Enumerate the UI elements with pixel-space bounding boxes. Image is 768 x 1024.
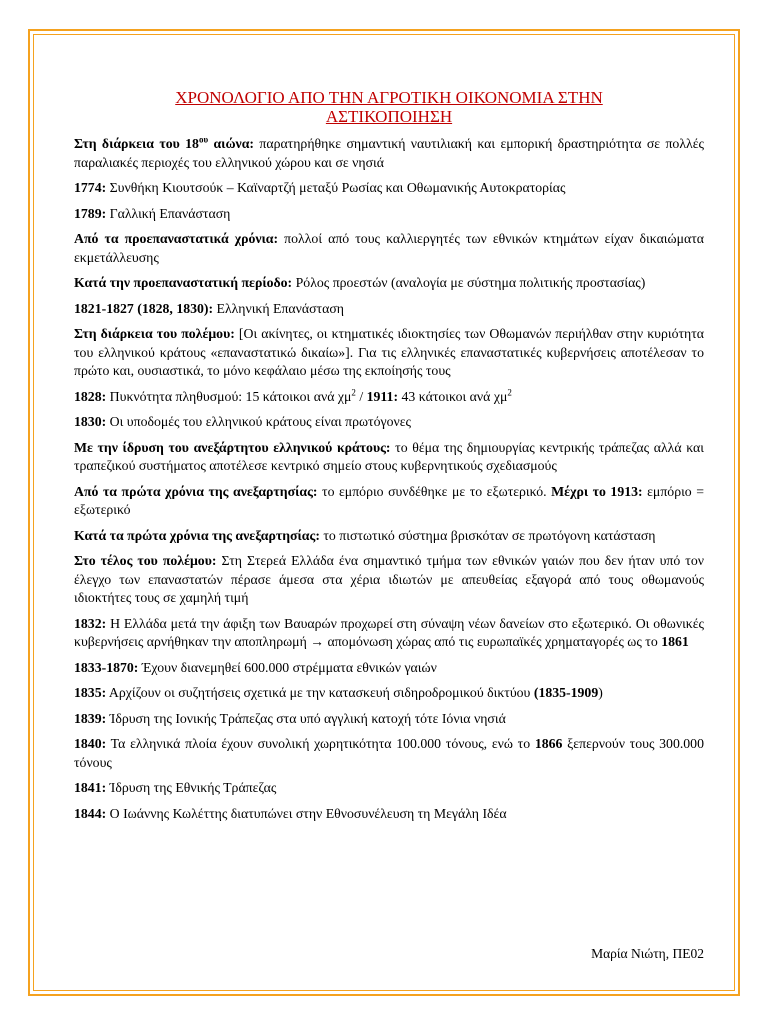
timeline-entry-state-founding: Με την ίδρυση του ανεξάρτητου ελληνικού κράτους: το θέμα της δημιουργίας κεντρικής τράπεζας αλλά και τραπεζικού συστήματος αποτέλεσε κεντρικό σημείο στους κυβερνητικούς σχεδιασμούς <box>74 439 705 473</box>
document-body <box>74 88 704 830</box>
timeline-entry-1833: 1833-1870: Έχουν διανεμηθεί 600.000 στρέμματα εθνικών γαιών <box>74 659 437 675</box>
timeline-entry-1830: 1830: Οι υποδομές του ελληνικού κράτους είναι πρωτόγονες <box>74 414 411 429</box>
author-signature: Μαρία Νιώτη, ΠΕ02 <box>591 946 704 961</box>
timeline-entry-1844: 1844: Ο Ιωάννης Κωλέττης διατυπώνει στην Εθνοσυνέλευση τη Μεγάλη Ιδέα <box>74 805 507 821</box>
timeline-entry-during-war: Στη διάρκεια του πολέμου: [Οι ακίνητες, οι κτηματικές ιδιοκτησίες των Οθωμανών περιήλθαν στην κυριότητα του ελληνικού κράτους «επαναστατικώ δικαίω»]. Για τις ελληνικές επαναστατικές κυβερνήσεις αποτέλεσαν το πρώτο και, ουσιαστικά, το μόνο κεφάλαιο μέσω της εκποίησής τους <box>74 326 705 378</box>
timeline-entry-1828: 1828: Πυκνότητα πληθυσμού: 15 κάτοικοι ανά $\chi\mu^2 / 1911$: 43 κάτοικοι ανά $\chi\mu^2$ <box>74 386 512 404</box>
timeline-entry-pre-revolution-period: Κατά την προεπαναστατική περίοδο: Ρόλος προεστών (αναλογία με σύστημα πολιτικής προστασίας) <box>74 275 646 290</box>
timeline-entry-1835: 1835: Αρχίζουν οι συζητήσεις σχετικά με την κατασκευή σιδηροδρομικού δικτύου (1835-1909) <box>74 685 603 700</box>
title-line-2: ΑΣΤΙΚΟΠΟΙΗΣΗ <box>325 107 453 126</box>
timeline-entry-trade: Από τα πρώτα χρόνια της ανεξαρτησίας: το εμπόριο συνδέθηκε με το εξωτερικό. Μέχρι το 1913: εμπόριο = εξωτερικό <box>74 483 704 517</box>
timeline-entry-1839: 1839: Ίδρυση της Ιονικής Τράπεζας στα υπό αγγλική κατοχή τότε Ιόνια νησιά <box>74 710 506 726</box>
page-title <box>74 88 704 126</box>
timeline-entry-1841: 1841: Ίδρυση της Εθνικής Τράπεζας <box>74 780 277 795</box>
timeline-entry-end-of-war: Στο τέλος του πολέμου: Στη Στερεά Ελλάδα ένα σημαντικό τμήμα των εθνικών γαιών που δεν ήταν υπό τον έλεγχο των επαναστατών πέρασε άμεσα στα χέρια ιδιωτών με απευθείας εξαγορά από τους οθωμανούς ιδιοκτήτες τους σε χαμηλή τιμή <box>74 553 704 605</box>
timeline-entry-1832: 1832: Η Ελλάδα μετά την άφιξη των Βαυαρών προχωρεί στη σύναψη νέων δανείων στο εξωτερικό. Οι οθωνικές κυβερνήσεις αρνήθηκαν την αποπληρωμή → απομόνωση χώρας από τις ευρωπαϊκές χρηματαγορές ως το 1861 <box>74 615 704 649</box>
timeline-entry-1840: 1840: Τα ελληνικά πλοία έχουν συνολική χωρητικότητα 100.000 τόνους, ενώ το 1866 ξεπερνούν τους 300.000 τόνους <box>74 736 704 770</box>
timeline-entry-18th-century: Στη διάρκεια του $18^{o\upsilon}$ αιώνα: παρατηρήθηκε σημαντική ναυτιλιακή και εμπορική δραστηριότητα σε πολλές παραλιακές περιοχές του ελληνικού χώρου και σε νησιά <box>74 134 704 170</box>
title-line-1: ΧΡΟΝΟΛΟΓΙΟ ΑΠΟ ΤΗΝ ΑΓΡΟΤΙΚΗ ΟΙΚΟΝΟΜΙΑ ΣΤΗΝ <box>175 88 603 107</box>
timeline-entry-credit: Κατά τα πρώτα χρόνια της ανεξαρτησίας: το πιστωτικό σύστημα βρισκόταν σε πρωτόγονη κατάσταση <box>74 527 656 543</box>
timeline-entry-1821: 1821-1827 (1828, 1830): Ελληνική Επανάσταση <box>74 300 344 316</box>
timeline-entry-1789: 1789: Γαλλική Επανάσταση <box>74 205 231 221</box>
timeline-entry-1774: 1774: Συνθήκη Κιουτσούκ – Καϊναρτζή μεταξύ Ρωσίας και Οθωμανικής Αυτοκρατορίας <box>74 180 566 195</box>
timeline-entry-pre-revolution-years: Από τα προεπαναστατικά χρόνια: πολλοί από τους καλλιεργητές των εθνικών κτημάτων είχαν δικαιώματα εκμετάλλευσης <box>74 231 705 265</box>
